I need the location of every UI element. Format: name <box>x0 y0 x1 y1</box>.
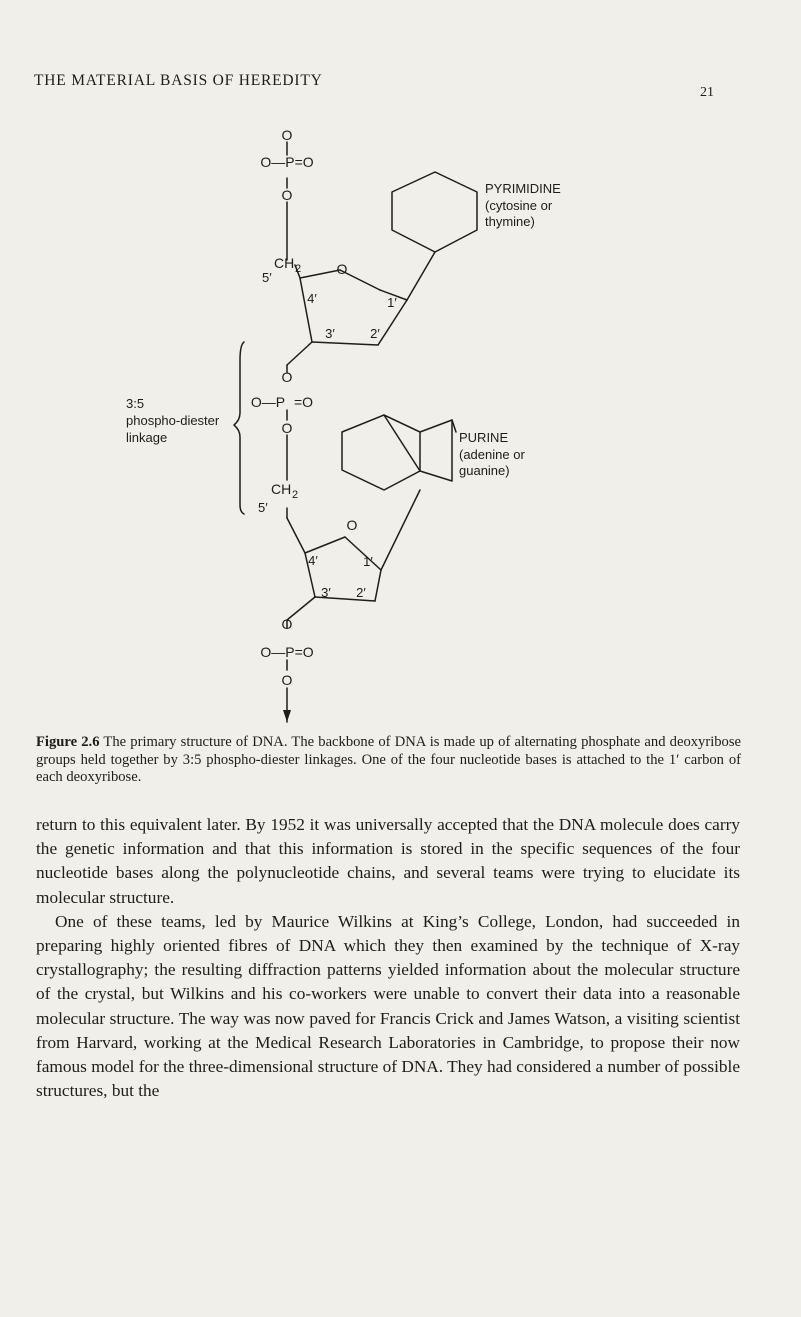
carbon-label: 1′ <box>363 554 373 569</box>
bond-line <box>305 537 345 553</box>
carbon-label: 5′ <box>262 270 272 285</box>
pyrimidine-line2: thymine) <box>485 214 535 229</box>
atom-label: O <box>281 616 293 632</box>
carbon-label: 3′ <box>321 585 331 600</box>
purine-line2: guanine) <box>459 463 510 478</box>
next-nucleotide-arrow <box>283 710 291 722</box>
figure-label: Figure 2.6 <box>36 734 100 750</box>
atom-label: O <box>346 517 358 533</box>
atom-label: O <box>281 369 293 385</box>
bond-line <box>312 342 378 345</box>
bond-line <box>287 342 312 365</box>
atom-label: O <box>281 187 293 203</box>
purine-ring-five <box>384 415 452 481</box>
linkage-brace <box>234 342 244 514</box>
paragraph: One of these teams, led by Maurice Wilkins at King’s College, London, had succeeded in preparing highly oriented fibres of DNA which they then examined by the technique of X-ray crystallography; the resulting diffraction patterns yielded information about the molecular structure of the crystal, but Wilkins and his co-workers were unable to convert their data into a reasonable molecular structure. The way was now paved for Francis Crick and James Watson, a visiting scientist from Harvard, working at the Medical Research Laboratories in Cambridge, to propose their now famous model for the three-dimensional structure of DNA. They had considered a number of possible structures, but the <box>36 911 740 1101</box>
caption-text: The primary structure of DNA. The backbone of DNA is made up of alternating phosphate and deoxyribose groups held together by 3:5 phospho-diester linkages. One of the four nucleotide bases is attached to the 1′ carbon of each deoxyribose. <box>36 734 741 786</box>
bond-line <box>287 518 305 553</box>
atom-label: O <box>336 261 348 277</box>
atom-label: O—P=O <box>260 154 314 170</box>
carbon-label: 2′ <box>370 326 380 341</box>
body-text <box>36 813 740 1103</box>
carbon-label: 1′ <box>387 295 397 310</box>
atom-label: O <box>281 420 293 436</box>
atom-label: O—P <box>250 394 286 410</box>
paragraph: return to this equivalent later. By 1952 it was universally accepted that the DNA molecule does carry the genetic information and that this information is stored in the specific sequences of the four nucleotide bases along the polynucleotide chains, and several teams were trying to elucidate its molecular structure. <box>36 815 740 907</box>
purine-line1: (adenine or <box>459 447 525 462</box>
glycosidic-bond <box>407 252 435 300</box>
atom-label: 2 <box>292 489 299 501</box>
atom-label: O <box>281 672 293 688</box>
page-number: 21 <box>700 85 714 100</box>
glycosidic-bond <box>381 490 420 570</box>
purine-title: PURINE <box>459 430 509 445</box>
figure-caption <box>36 734 741 787</box>
pyrimidine-title: PYRIMIDINE <box>485 181 561 196</box>
bond-line <box>375 570 381 601</box>
running-header: THE MATERIAL BASIS OF HEREDITY <box>34 72 323 89</box>
carbon-label: 4′ <box>308 553 318 568</box>
atom-label: CH <box>274 255 295 271</box>
bond-line <box>300 278 312 342</box>
bond-line <box>300 270 340 278</box>
pyrimidine-ring <box>392 172 477 252</box>
atom-label: 2 <box>295 263 302 275</box>
carbon-label: 2′ <box>356 585 366 600</box>
carbon-label: 5′ <box>258 500 268 515</box>
atom-label: =O <box>294 394 314 410</box>
linkage-label-line1: 3:5 <box>126 396 145 411</box>
pyrimidine-line1: (cytosine or <box>485 198 553 213</box>
atom-label: O—P=O <box>260 644 314 660</box>
atom-label: CH <box>271 481 292 497</box>
linkage-label-line3: linkage <box>126 430 168 445</box>
carbon-label: 3′ <box>325 326 335 341</box>
linkage-label-line2: phospho-diester <box>126 413 220 428</box>
atom-label: O <box>281 127 293 143</box>
carbon-label: 4′ <box>307 291 317 306</box>
